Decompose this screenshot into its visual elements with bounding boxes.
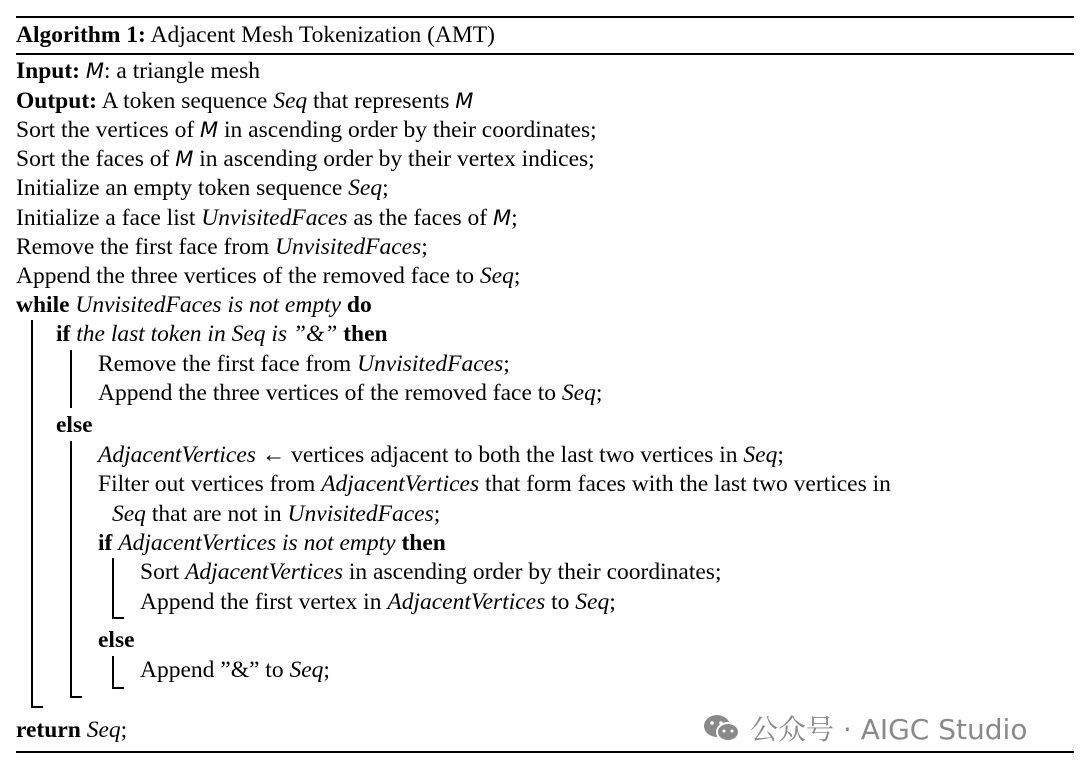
if-block-bar: [70, 350, 72, 408]
remove-first-line: Remove the first face from UnvisitedFaces;: [16, 234, 428, 260]
bottom-rule: [16, 751, 1074, 753]
filter-line: Filter out vertices from AdjacentVertices that form faces with the last two vertices in: [98, 471, 891, 497]
init-faces-line: Initialize a face list UnvisitedFaces as the faces of M;: [16, 205, 518, 231]
while-block-bar: [31, 320, 33, 707]
else-block-end: [70, 696, 82, 698]
algorithm-title: Adjacent Mesh Tokenization (AMT): [150, 22, 495, 48]
output-line: Output: A token sequence Seq that represents M: [16, 88, 474, 114]
else-block-bar: [70, 441, 72, 697]
append-three-line: Append the three vertices of the removed face to Seq;: [16, 263, 521, 289]
inner-remove-line: Remove the first face from UnvisitedFaces;: [98, 351, 510, 377]
if-adjacent-line: if AdjacentVertices is not empty then: [98, 530, 446, 556]
return-line: return Seq;: [16, 717, 128, 743]
wechat-icon: [702, 713, 742, 743]
mesh-symbol: M: [85, 59, 105, 83]
if-last-token-line: if the last token in Seq is ”&” then: [56, 321, 388, 347]
filter-continuation-line: Seq that are not in UnvisitedFaces;: [112, 501, 441, 527]
inner-else-line: else: [98, 627, 135, 653]
if-adjacent-end: [112, 617, 124, 619]
inner-else-end: [112, 687, 124, 689]
else-line: else: [56, 412, 93, 438]
header-rule: [16, 53, 1074, 55]
algorithm-caption: [16, 21, 495, 50]
watermark: [702, 708, 1027, 748]
sort-adjacent-line: Sort AdjacentVertices in ascending order by their coordinates;: [140, 559, 722, 585]
adjacent-assign-line: AdjacentVertices ← vertices adjacent to both the last two vertices in Seq;: [98, 442, 784, 468]
sort-vertices-line: Sort the vertices of M in ascending order by their coordinates;: [16, 117, 597, 143]
top-rule: [16, 16, 1074, 18]
append-amp-line: Append ”&” to Seq;: [140, 657, 330, 683]
sort-faces-line: Sort the faces of M in ascending order by their vertex indices;: [16, 146, 595, 172]
append-first-vertex-line: Append the first vertex in AdjacentVertices to Seq;: [140, 589, 616, 615]
inner-append-line: Append the three vertices of the removed face to Seq;: [98, 380, 603, 406]
while-line: while UnvisitedFaces is not empty do: [16, 292, 372, 318]
if-adjacent-bar: [112, 558, 114, 618]
inner-else-bar: [112, 656, 114, 688]
watermark-text: 公众号 · AIGC Studio: [750, 713, 1028, 746]
input-line: Input: M: a triangle mesh: [16, 58, 260, 84]
algorithm-label: Algorithm 1:: [16, 22, 146, 48]
init-seq-line: Initialize an empty token sequence Seq;: [16, 175, 389, 201]
while-block-end: [31, 706, 43, 708]
